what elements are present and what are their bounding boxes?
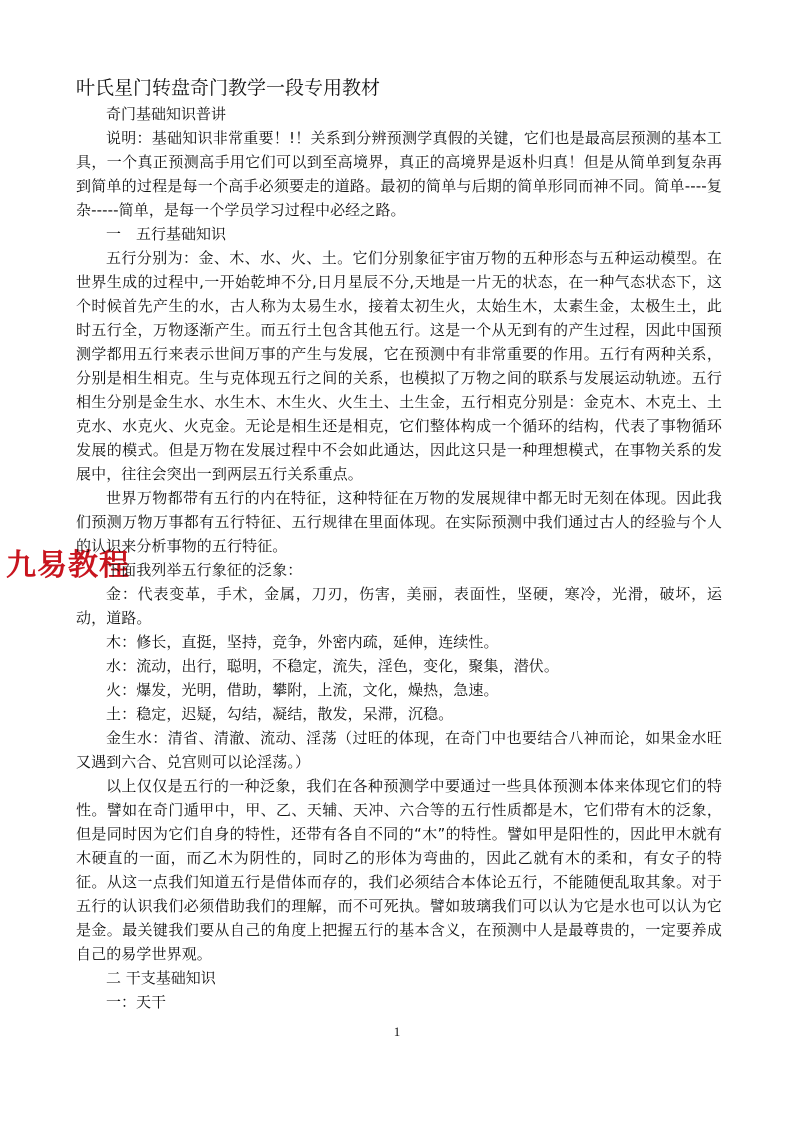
huo-item: 火：爆发，光明，借助，攀附，上流，文化，燥热，急速。 [106, 681, 499, 699]
tu-item: 土：稳定，迟疑，勾结，凝结，散发，呆滞，沉稳。 [106, 705, 454, 723]
intro-paragraph: 说明：基础知识非常重要！!！关系到分辨预测学真假的关键，它们也是最高层预测的基本工具，一个真正预测高手用它们可以到至高境界，真正的高境界是返朴归真！但是从简单到复杂再到简单的过程是每一个高手必须要走的道路。最初的简单与后期的简单形同而神不同。简单----复杂-----简单，是每一个学员学习过程中必经之路。 [76, 129, 722, 219]
section-heading-ganzhi: 二 干支基础知识 [106, 969, 216, 987]
document-title: 叶氏星门转盘奇门教学一段专用教材 [76, 77, 381, 99]
subsection-tiangan: 一：天干 [106, 993, 167, 1011]
jinshengshui-item: 金生水：清省、清澈、流动、淫荡（过旺的体现，在奇门中也要结合八神而论，如果金水旺又遇到六合、兑宫则可以论淫荡。） [76, 729, 722, 771]
jin-item: 金：代表变革，手术，金属，刀刃，伤害，美丽，表面性，坚硬，寒冷，光滑，破坏，运动，道路。 [76, 585, 722, 627]
document-subtitle: 奇门基础知识普讲 [106, 105, 227, 123]
wuxing-paragraph: 五行分别为：金、木、水、火、土。它们分别象征宇宙万物的五种形态与五种运动模型。在世界生成的过程中,一开始乾坤不分,日月星辰不分,天地是一片无的状态，在一种气态状态下，这个时候首先产生的水，古人称为太易生水，接着太初生火，太始生木，太素生金，太极生土，此时五行全，万物逐渐产生。而五行土包含其他五行。这是一个从无到有的产生过程，因此中国预测学都用五行来表示世间万事的产生与发展，它在预测中有非常重要的作用。五行有两种关系，分别是相生相克。生与克体现五行之间的关系，也模拟了万物之间的联系与发展运动轨迹。五行相生分别是金生水、水生木、木生火、火生土、土生金，五行相克分别是：金克木、木克土、土克水、水克火、火克金。无论是相生还是相克，它们整体构成一个循环的结构，代表了事物循环发展的模式。但是万物在发展过程中不会如此通达，因此这只是一种理想模式，在事物关系的发展中，往往会突出一到两层五行关系重点。 [76, 249, 722, 483]
mu-item: 木：修长，直挺，坚持，竞争，外密内疏，延伸，连续性。 [106, 633, 499, 651]
wuxing-summary-paragraph: 以上仅仅是五行的一种泛象，我们在各种预测学中要通过一些具体预测本体来体现它们的特性。譬如在奇门遁甲中，甲、乙、天辅、天冲、六合等的五行性质都是木，它们带有木的泛象，但是同时因为它们自身的特性，还带有各自不同的“木”的特性。譬如甲是阳性的，因此甲木就有木硬直的一面，而乙木为阴性的，同时乙的形体为弯曲的，因此乙就有木的柔和，有女子的特征。从这一点我们知道五行是借体而存的，我们必须结合本体论五行，不能随便乱取其象。对于五行的认识我们必须借助我们的理解，而不可死执。譬如玻璃我们可以认为它是水也可以认为它是金。最关键我们要从自己的角度上把握五行的基本含义，在预测中人是最尊贵的，一定要养成自己的易学世界观。 [76, 777, 722, 963]
page-number: 1 [393, 1024, 401, 1039]
section-heading-wuxing: 一 五行基础知识 [106, 225, 227, 243]
document-page [76, 74, 722, 1014]
watermark-logo: 九易教程 [6, 548, 130, 583]
shui-item: 水：流动，出行，聪明，不稳定，流失，淫色，变化，聚集，潜伏。 [106, 657, 560, 675]
wuxing-features-paragraph: 世界万物都带有五行的内在特征，这种特征在万物的发展规律中都无时无刻在体现。因此我们预测万物万事都有五行特征、五行规律在里面体现。在实际预测中我们通过古人的经验与个人的认识来分析事物的五行特征。 [76, 489, 722, 555]
wuxing-list-intro: 下面我列举五行象征的泛象： [106, 561, 303, 579]
